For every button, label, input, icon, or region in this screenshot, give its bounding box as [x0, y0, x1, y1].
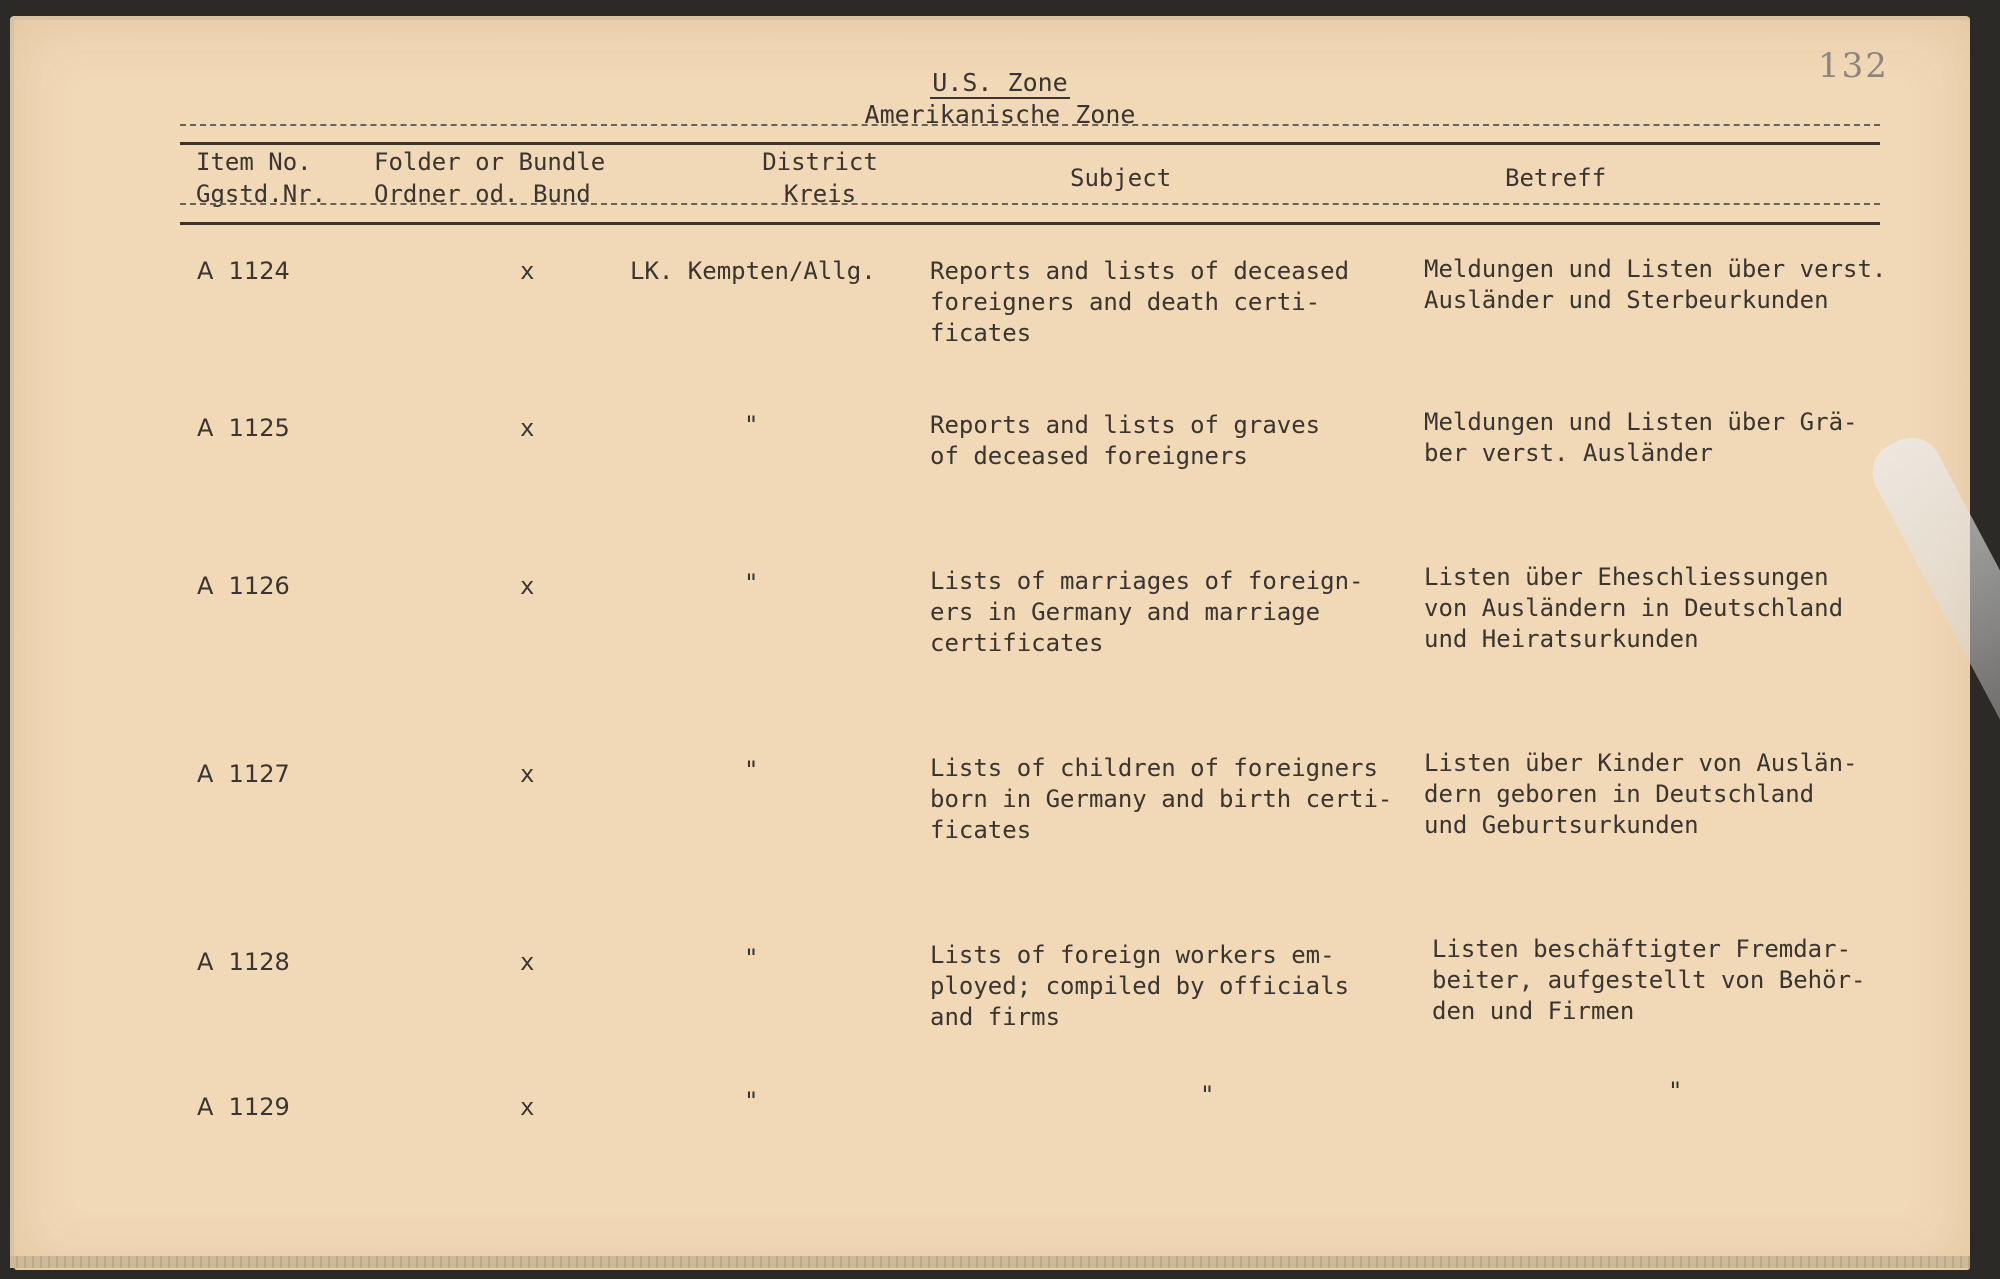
card-stack-edges	[10, 1256, 1970, 1268]
row-1125-item: A 1125	[197, 414, 290, 442]
row-1125-folder: x	[520, 414, 535, 442]
col-header-item-en: Item No.	[196, 148, 312, 176]
row-1129-district: "	[744, 1087, 759, 1115]
zone-title-de: Amerikanische Zone	[864, 100, 1136, 129]
row-1126-subject: Lists of marriages of foreign- ers in Germany and marriage certificates	[930, 567, 1364, 657]
col-header-district-de: Kreis	[783, 180, 857, 208]
row-1128-item: A 1128	[197, 948, 290, 976]
header-top-rule	[180, 142, 1880, 145]
col-header-folder	[374, 146, 605, 210]
header-dashed-rule	[180, 203, 1880, 205]
row-1127-folder: x	[520, 760, 535, 788]
col-header-item-de: Ggstd.Nr.	[196, 180, 327, 208]
zone-title-en-text: U.S. Zone	[932, 68, 1068, 97]
row-1128-district: "	[744, 944, 759, 972]
row-1126-item: A 1126	[197, 572, 290, 600]
row-1127-item: A 1127	[197, 760, 290, 788]
row-1124-betreff: Meldungen und Listen über verst. Ausländer und Sterbeurkunden	[1424, 255, 1887, 314]
row-1125-subject: Reports and lists of graves of deceased foreigners	[930, 411, 1321, 470]
row-1126-betreff: Listen über Eheschliessungen von Ausländern in Deutschland und Heiratsurkunden	[1424, 563, 1844, 653]
row-1129-betreff: "	[1668, 1077, 1683, 1105]
row-1129-item: A 1129	[197, 1093, 290, 1121]
col-header-betreff: Betreff	[1505, 164, 1607, 192]
row-1127-betreff: Listen über Kinder von Auslän- dern geboren in Deutschland und Geburtsurkunden	[1424, 749, 1858, 839]
row-1125-betreff: Meldungen und Listen über Grä- ber verst. Ausländer	[1424, 408, 1858, 467]
row-1127-subject: Lists of children of foreigners born in Germany and birth certi- ficates	[930, 754, 1393, 844]
row-1124-district: LK. Kempten/Allg.	[630, 257, 876, 285]
col-header-folder-en: Folder or Bundle	[374, 148, 606, 176]
row-1128-folder: x	[520, 948, 535, 976]
row-1128-betreff: Listen beschäftigter Fremdar- beiter, aufgestellt von Behör- den und Firmen	[1432, 935, 1866, 1025]
col-header-subject: Subject	[1070, 164, 1172, 192]
col-header-district	[756, 146, 884, 210]
row-1124-subject: Reports and lists of deceased foreigners and death certi- ficates	[930, 257, 1350, 347]
row-1125-district: "	[744, 411, 759, 439]
zone-title-en	[0, 68, 2000, 97]
col-header-district-en: District	[762, 148, 878, 176]
zone-dashed-rule	[180, 124, 1880, 126]
row-1129-folder: x	[520, 1093, 535, 1121]
col-header-folder-de: Ordner od. Bund	[374, 180, 591, 208]
row-1127-district: "	[744, 756, 759, 784]
header-bottom-rule	[180, 222, 1880, 225]
row-1124-item: A 1124	[197, 257, 290, 285]
row-1126-district: "	[744, 569, 759, 597]
row-1129-subject: "	[1200, 1081, 1215, 1109]
page-number: 132	[1818, 46, 1889, 86]
row-1126-folder: x	[520, 572, 535, 600]
row-1128-subject: Lists of foreign workers em- ployed; compiled by officials and firms	[930, 941, 1350, 1031]
col-header-item	[196, 146, 326, 210]
row-1124-folder: x	[520, 257, 535, 285]
